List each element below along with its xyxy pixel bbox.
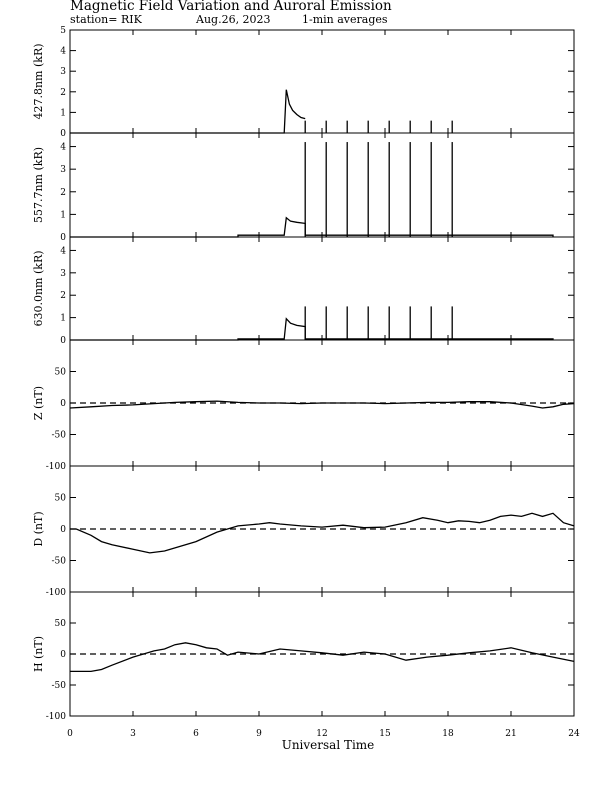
panel-frame (70, 30, 574, 133)
x-tick-label: 15 (379, 729, 391, 739)
y-tick-label: 4 (60, 246, 66, 257)
y-axis-label: 427.8nm (kR) (32, 43, 45, 120)
y-tick-label: 0 (60, 525, 66, 535)
y-tick-label: 4 (60, 46, 66, 57)
y-axis-label: 630.0nm (kR) (32, 250, 45, 327)
y-tick-label: -50 (51, 681, 66, 691)
x-tick-label: 9 (256, 729, 262, 739)
y-tick-label: -100 (45, 712, 66, 722)
x-tick-label: 0 (67, 729, 73, 739)
y-tick-label: -100 (45, 588, 66, 598)
x-tick-label: 18 (442, 729, 454, 739)
y-axis-label: Z (nT) (32, 385, 45, 421)
y-tick-label: 3 (60, 268, 66, 279)
series-line (70, 319, 553, 340)
series-line (70, 643, 574, 672)
y-tick-label: -100 (45, 462, 66, 472)
y-tick-label: 3 (60, 165, 66, 176)
y-tick-label: 2 (60, 87, 66, 98)
y-tick-label: 0 (60, 399, 66, 409)
y-tick-label: 1 (60, 108, 66, 119)
y-tick-label: 50 (54, 493, 66, 504)
y-tick-label: 50 (54, 619, 66, 629)
y-tick-label: 1 (60, 313, 66, 324)
chart-title: Magnetic Field Variation and Auroral Emission (70, 0, 392, 14)
y-tick-label: 5 (60, 26, 66, 36)
series-line (70, 513, 574, 553)
y-tick-label: 50 (54, 367, 66, 378)
x-tick-label: 3 (130, 729, 136, 739)
y-axis-label: D (nT) (32, 511, 45, 547)
y-tick-label: 1 (60, 210, 66, 221)
y-axis-label: H (nT) (32, 635, 45, 673)
date-label: Aug.26, 2023 (196, 13, 271, 26)
y-tick-label: 0 (60, 233, 66, 243)
y-tick-label: 0 (60, 336, 66, 346)
series-line (70, 90, 305, 133)
y-tick-label: 2 (60, 291, 66, 302)
y-tick-label: 0 (60, 129, 66, 139)
x-tick-label: 21 (505, 729, 517, 739)
x-tick-label: 12 (316, 729, 328, 739)
station-label: station= RIK (70, 13, 142, 26)
x-tick-label: 24 (568, 729, 580, 739)
panel-frame (70, 237, 574, 340)
y-tick-label: 4 (60, 142, 66, 153)
averaging-label: 1-min averages (302, 13, 388, 26)
y-tick-label: 3 (60, 67, 66, 78)
y-axis-label: 557.7nm (kR) (32, 146, 45, 224)
panel-frame (70, 133, 574, 237)
y-tick-label: -50 (51, 430, 66, 441)
y-tick-label: -50 (51, 556, 66, 567)
x-tick-label: 6 (193, 729, 199, 739)
series-line (70, 218, 553, 237)
series-line (70, 401, 574, 408)
y-tick-label: 0 (60, 650, 66, 660)
y-tick-label: 2 (60, 187, 66, 198)
x-axis-label: Universal Time (281, 738, 375, 752)
